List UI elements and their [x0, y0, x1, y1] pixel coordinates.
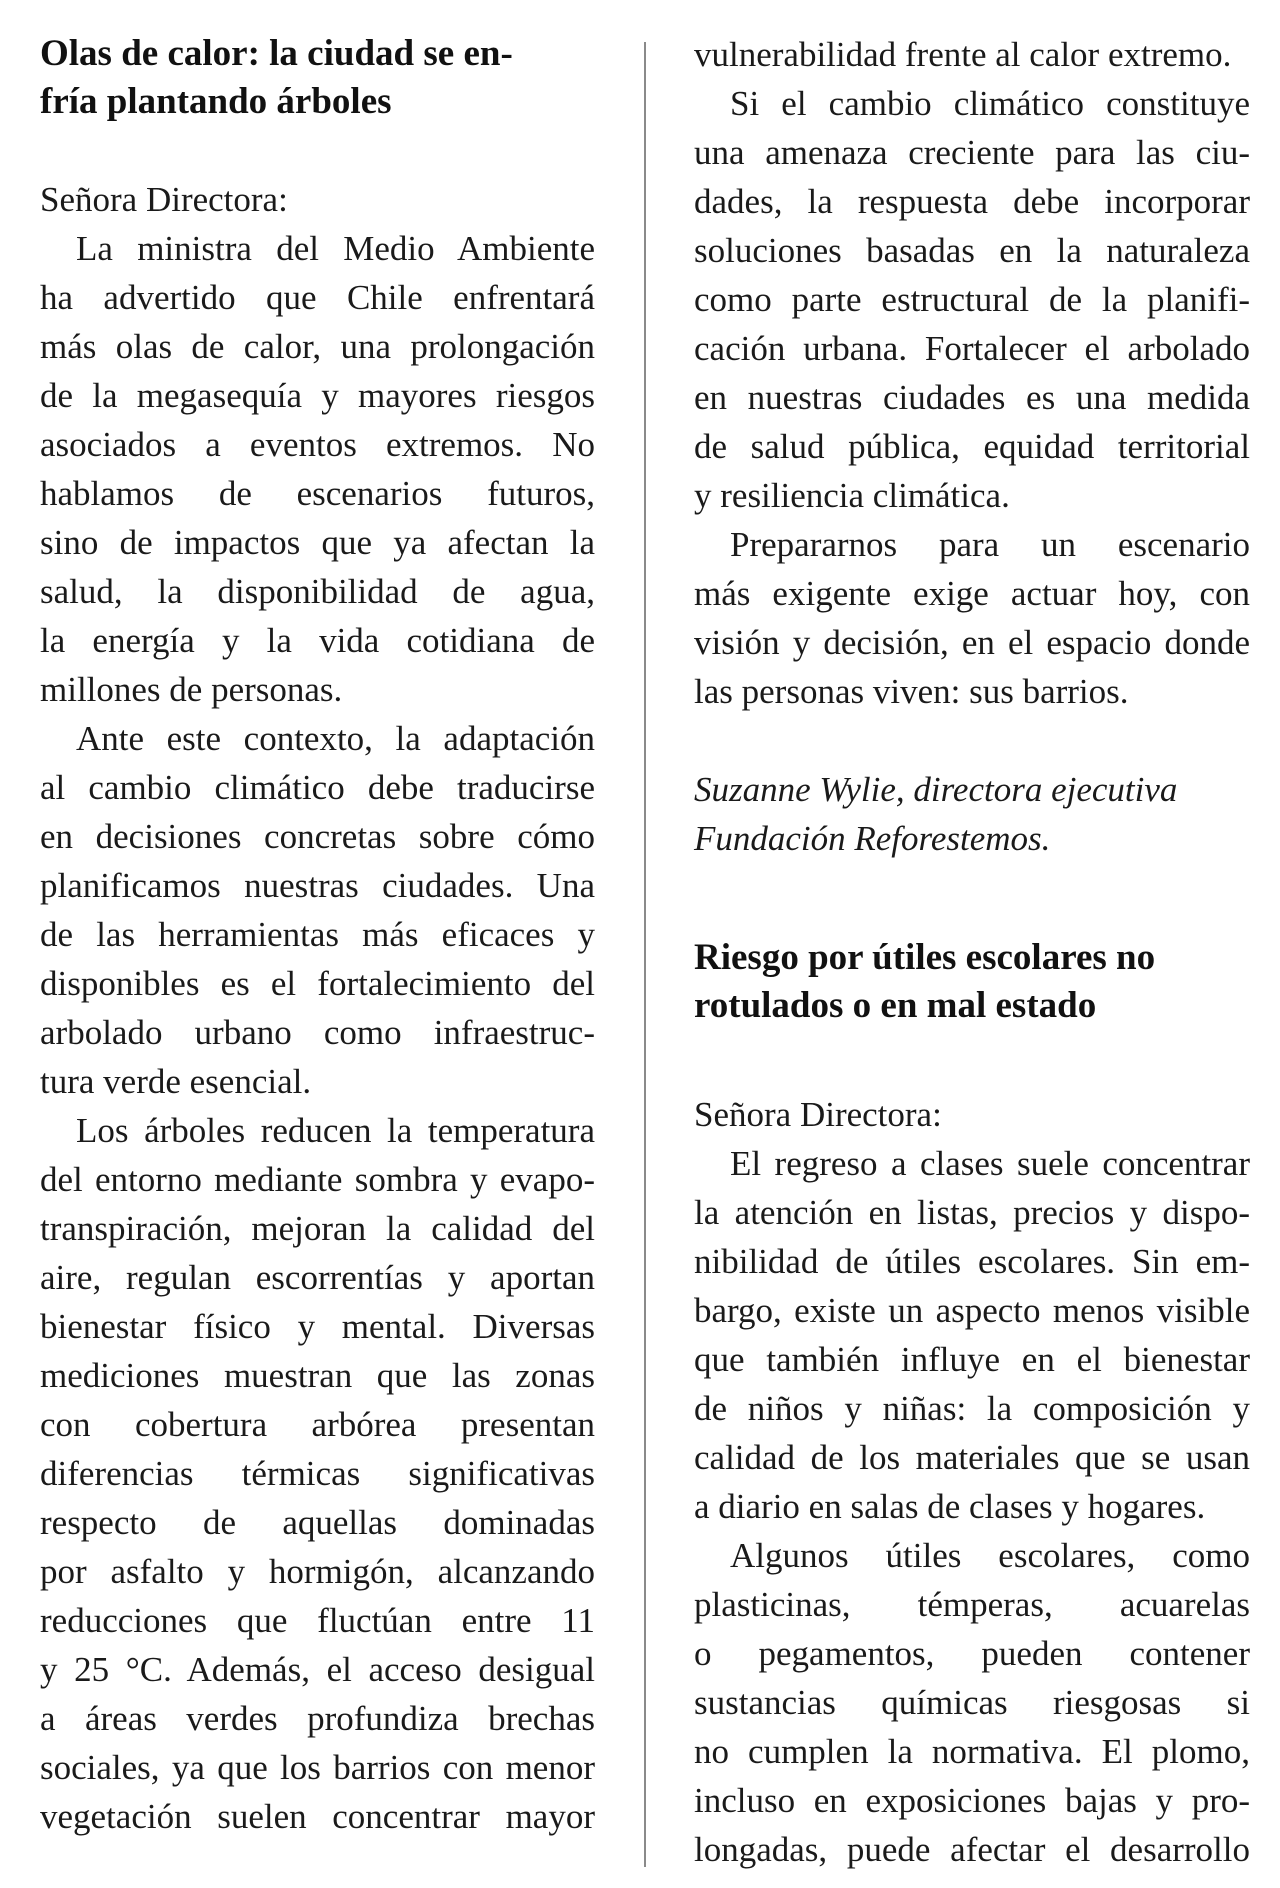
text-line: de niños y niñas: la composición y	[694, 1389, 1250, 1428]
text-line: planificamos nuestras ciudades. Una	[40, 866, 595, 905]
text-line: que también influye en el bienestar	[694, 1340, 1250, 1379]
text-line: con cobertura arbórea presentan	[40, 1405, 595, 1444]
text-line: hablamos de escenarios futuros,	[40, 474, 595, 513]
letter1-paragraph-3-continued	[694, 30, 1250, 79]
text-line: longadas, puede afectar el desarrollo	[694, 1830, 1250, 1869]
letter2-paragraph-2	[694, 1531, 1250, 1874]
letter1-paragraph-1	[40, 224, 595, 714]
text-line: más olas de calor, una prolongación	[40, 327, 595, 366]
text-line: en nuestras ciudades es una medida	[694, 378, 1250, 417]
text-line: nibilidad de útiles escolares. Sin em-	[694, 1242, 1250, 1281]
text-line: más exigente exige actuar hoy, con	[694, 574, 1250, 613]
letter2-headline	[694, 934, 1250, 1030]
letter1-paragraph-5	[694, 520, 1250, 716]
text-line: Ante este contexto, la adaptación	[76, 719, 595, 758]
text-line: sino de impactos que ya afectan la	[40, 523, 595, 562]
text-line: ha advertido que Chile enfrentará	[40, 278, 595, 317]
letter1-salutation: Señora Directora:	[40, 180, 288, 219]
text-line: respecto de aquellas dominadas	[40, 1503, 595, 1542]
text-line: transpiración, mejoran la calidad del	[40, 1209, 595, 1248]
text-line: arbolado urbano como infraestruc-	[40, 1013, 595, 1052]
text-line: diferencias térmicas significativas	[40, 1454, 595, 1493]
text-line: vegetación suelen concentrar mayor	[40, 1797, 595, 1836]
letter2-paragraph-1	[694, 1139, 1250, 1531]
text-line: la energía y la vida cotidiana de	[40, 621, 595, 660]
letter1-headline-line: fría plantando árboles	[40, 81, 392, 122]
text-line: al cambio climático debe traducirse	[40, 768, 595, 807]
text-line: dades, la respuesta debe incorporar	[694, 182, 1250, 221]
text-line: millones de personas.	[40, 670, 343, 709]
text-line: salud, la disponibilidad de agua,	[40, 572, 595, 611]
text-line: y 25 °C. Además, el acceso desigual	[40, 1650, 595, 1689]
text-line: de las herramientas más eficaces y	[40, 915, 595, 954]
text-line: de la megasequía y mayores riesgos	[40, 376, 595, 415]
text-line: bienestar físico y mental. Diversas	[40, 1307, 595, 1346]
text-line: Los árboles reducen la temperatura	[76, 1111, 595, 1150]
text-line: a áreas verdes profundiza brechas	[40, 1699, 595, 1738]
text-line: sustancias químicas riesgosas si	[694, 1683, 1250, 1722]
text-line: una amenaza creciente para las ciu-	[694, 133, 1250, 172]
text-line: calidad de los materiales que se usan	[694, 1438, 1250, 1477]
text-line: aire, regulan escorrentías y aportan	[40, 1258, 595, 1297]
left-column	[40, 30, 595, 1841]
text-line: soluciones basadas en la naturaleza	[694, 231, 1250, 270]
text-line: Prepararnos para un escenario	[730, 525, 1250, 564]
text-line: a diario en salas de clases y hogares.	[694, 1487, 1206, 1526]
text-line: mediciones muestran que las zonas	[40, 1356, 595, 1395]
text-line: Algunos útiles escolares, como	[730, 1536, 1250, 1575]
text-line: no cumplen la normativa. El plomo,	[694, 1732, 1250, 1771]
text-line: como parte estructural de la planifi-	[694, 280, 1250, 319]
text-line: la atención en listas, precios y dispo-	[694, 1193, 1250, 1232]
letter1-signature	[694, 765, 1250, 863]
text-line: plasticinas, témperas, acuarelas	[694, 1585, 1250, 1624]
text-line: y resiliencia climática.	[694, 476, 1010, 515]
letter1-headline-line: Olas de calor: la ciudad se en-	[40, 33, 513, 74]
right-column	[694, 30, 1250, 1874]
text-line: por asfalto y hormigón, alcanzando	[40, 1552, 595, 1591]
letter1-paragraph-2	[40, 714, 595, 1106]
text-line: o pegamentos, pueden contener	[694, 1634, 1250, 1673]
text-line: bargo, existe un aspecto menos visible	[694, 1291, 1250, 1330]
text-line: Si el cambio climático constituye	[730, 84, 1250, 123]
signature-line: Suzanne Wylie, directora ejecutiva	[694, 770, 1178, 809]
text-line: tura verde esencial.	[40, 1062, 312, 1101]
text-line: cación urbana. Fortalecer el arbolado	[694, 329, 1250, 368]
text-line: de salud pública, equidad territorial	[694, 427, 1250, 466]
text-line: las personas viven: sus barrios.	[694, 672, 1129, 711]
text-line: en decisiones concretas sobre cómo	[40, 817, 595, 856]
letter2-headline-line: Riesgo por útiles escolares no	[694, 937, 1156, 978]
text-line: reducciones que fluctúan entre 11	[40, 1601, 595, 1640]
letter2-headline-line: rotulados o en mal estado	[694, 985, 1097, 1026]
text-line: sociales, ya que los barrios con menor	[40, 1748, 595, 1787]
letter2-salutation: Señora Directora:	[694, 1095, 942, 1134]
text-line: disponibles es el fortalecimiento del	[40, 964, 595, 1003]
text-line: La ministra del Medio Ambiente	[76, 229, 595, 268]
letter1-headline	[40, 30, 595, 126]
text-line: incluso en exposiciones bajas y pro-	[694, 1781, 1250, 1820]
text-line: El regreso a clases suele concentrar	[730, 1144, 1250, 1183]
text-line: vulnerabilidad frente al calor extremo.	[694, 35, 1232, 74]
letter1-paragraph-3	[40, 1106, 595, 1841]
letter1-paragraph-4	[694, 79, 1250, 520]
signature-line: Fundación Reforestemos.	[694, 819, 1051, 858]
text-line: del entorno mediante sombra y evapo-	[40, 1160, 595, 1199]
text-line: visión y decisión, en el espacio donde	[694, 623, 1250, 662]
column-divider	[644, 42, 646, 1867]
text-line: asociados a eventos extremos. No	[40, 425, 595, 464]
